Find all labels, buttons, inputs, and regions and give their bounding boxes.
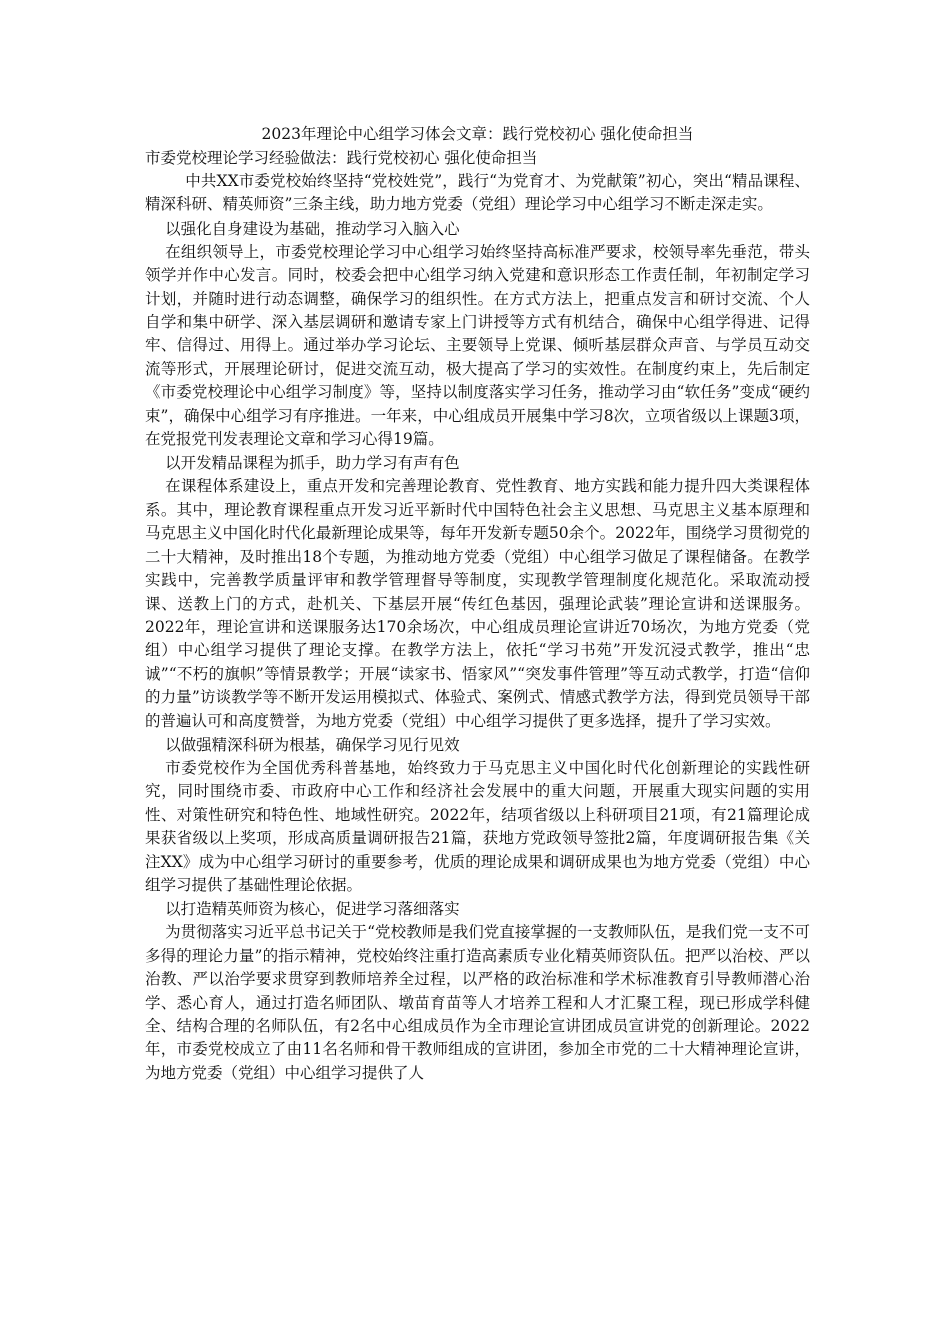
section-paragraph-1: 在组织领导上，市委党校理论学习中心组学习始终坚持高标准严要求，校领导率先垂范，带头领学并作中心发言。同时，校委会把中心组学习纳入党建和意识形态工作责任制，年初制定学习计划，并随时进行动态调整，确保学习的组织性。在方式方法上，把重点发言和研讨交流、个人自学和集中研学、深入基层调研和邀请专家上门讲授等方式有机结合，确保中心组学得进、记得牢、信得过、用得上。通过举办学习论坛、主要领导上党课、倾听基层群众声音、与学员互动交流等形式，开展理论研讨，促进交流互动，极大提高了学习的实效性。在制度约束上，先后制定《市委党校理论中心组学习制度》等，坚持以制度落实学习任务，推动学习由“软任务”变成“硬约束”，确保中心组学习有序推进。一年来，中心组成员开展集中学习8次，立项省级以上课题3项，在党报党刊发表理论文章和学习心得19篇。 <box>145 242 810 449</box>
document-subtitle: 市委党校理论学习经验做法：践行党校初心 强化使命担当 <box>145 149 538 167</box>
section-heading-4: 以打造精英师资为核心，促进学习落细落实 <box>165 900 460 919</box>
section-paragraph-2: 在课程体系建设上，重点开发和完善理论教育、党性教育、地方实践和能力提升四大类课程体系。其中，理论教育课程重点开发习近平新时代中国特色社会主义思想、马克思主义基本原理和马克思主义中国化时代化最新理论成果等，每年开发新专题50余个。2022年，围绕学习贯彻党的二十大精神，及时推出18个专题，为推动地方党委（党组）中心组学习做足了课程储备。在教学实践中，完善教学质量评审和教学管理督导等制度，实现教学管理制度化规范化。采取流动授课、送教上门的方式，赴机关、下基层开展“传红色基因，强理论武装”理论宣讲和送课服务。2022年，理论宣讲和送课服务达170余场次，中心组成员理论宣讲近70场次，为地方党委（党组）中心组学习提供了理论支撑。在教学方法上，依托“学习书苑”开发沉浸式教学，推出“忠诚”“不朽的旗帜”等情景教学；开展“读家书、悟家风”“突发事件管理”等互动式教学，打造“信仰的力量”访谈教学等不断开发运用模拟式、体验式、案例式、情感式教学方法，得到党员领导干部的普遍认可和高度赞誉，为地方党委（党组）中心组学习提供了更多选择，提升了学习实效。 <box>145 477 810 730</box>
section-heading-3: 以做强精深科研为根基，确保学习见行见效 <box>165 735 460 754</box>
document-page <box>145 122 810 1085</box>
section-heading-1: 以强化自身建设为基础，推动学习入脑入心 <box>165 219 460 238</box>
document-title: 2023年理论中心组学习体会文章：践行党校初心 强化使命担当 <box>261 125 694 143</box>
section-paragraph-4: 为贯彻落实习近平总书记关于“党校教师是我们党直接掌握的一支教师队伍，是我们党一支不可多得的理论力量”的指示精神，党校始终注重打造高素质专业化精英师资队伍。把严以治校、严以治教、严以治学要求贯穿到教师培养全过程，以严格的政治标准和学术标准教育引导教师潜心治学、悉心育人，通过打造名师团队、墩苗育苗等人才培养工程和人才汇聚工程，现已形成学科健全、结构合理的名师队伍，有2名中心组成员作为全市理论宣讲团成员宣讲党的创新理论。2022年，市委党校成立了由11名名师和骨干教师组成的宣讲团，参加全市党的二十大精神理论宣讲，为地方党委（党组）中心组学习提供了人 <box>145 923 810 1082</box>
section-paragraph-3: 市委党校作为全国优秀科普基地，始终致力于马克思主义中国化时代化创新理论的实践性研究，同时围绕市委、市政府中心工作和经济社会发展中的重大问题，开展重大现实问题的实用性、对策性研究和特色性、地域性研究。2022年，结项省级以上科研项目21项，有21篇理论成果获省级以上奖项，形成高质量调研报告21篇，获地方党政领导签批2篇，年度调研报告集《关注XX》成为中心组学习研讨的重要参考，优质的理论成果和调研成果也为地方党委（党组）中心组学习提供了基础性理论依据。 <box>145 758 810 894</box>
section-heading-2: 以开发精品课程为抓手，助力学习有声有色 <box>165 454 460 473</box>
intro-paragraph: 中共XX市委党校始终坚持“党校姓党”，践行“为党育才、为党献策”初心，突出“精品课程、精深科研、精英师资”三条主线，助力地方党委（党组）理论学习中心组学习不断走深走实。 <box>145 172 810 214</box>
